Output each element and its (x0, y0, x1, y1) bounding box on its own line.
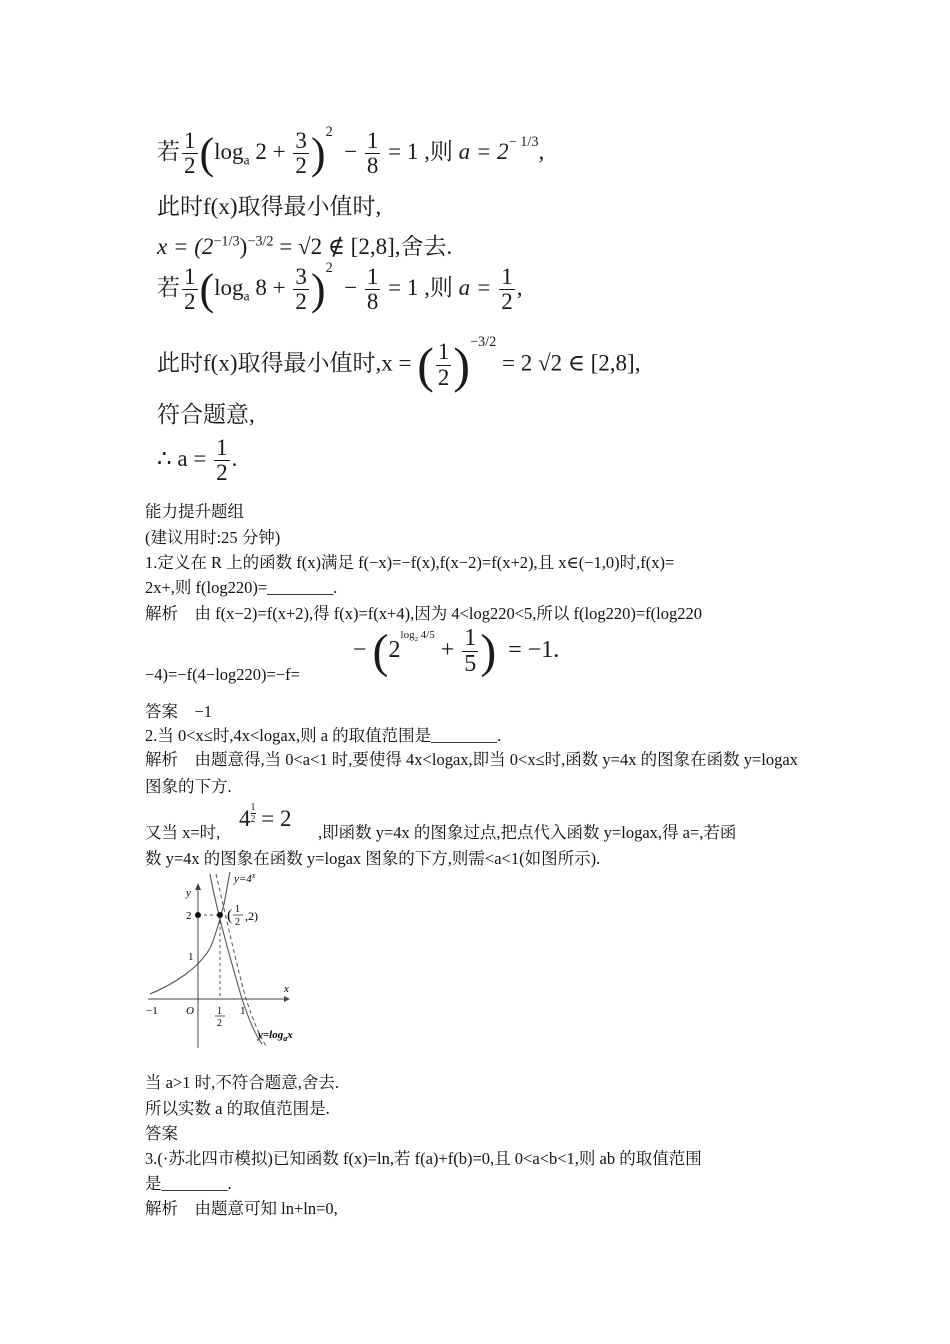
paren-open: ( (372, 625, 389, 678)
exp-log: log (400, 629, 415, 642)
y-axis-arrow (195, 883, 201, 890)
q2-line3-prefix: 又当 x=时, (145, 823, 221, 842)
q3-analysis: 解析 由题意可知 ln+ln=0, (145, 1199, 338, 1218)
label-y-4x: $y=4^x$ (234, 871, 256, 885)
tick-origin: O (186, 1005, 194, 1017)
exp-base: 2 (414, 636, 418, 644)
exponent-half (251, 802, 256, 825)
therefore-a: ∴ a = (157, 445, 207, 471)
q1-analysis-line1: 解析 由 f(x−2)=f(x+2),得 f(x)=f(x+4),因为 4<log220<5,所以 f(log220)=f(log220 (145, 604, 702, 623)
fraction-half (436, 340, 452, 389)
result-text: = −1. (508, 637, 560, 664)
frac-num: 1 (184, 263, 196, 289)
math-line-6: 符合题意, (157, 402, 255, 427)
frac-num: 1 (184, 127, 196, 153)
svg-text:2: 2 (235, 917, 240, 928)
paren-close: ) (239, 234, 248, 259)
minus-sign: − (344, 274, 358, 300)
minus-sign: − (344, 138, 358, 164)
period: . (231, 445, 238, 471)
frac-num: 1 (366, 263, 379, 289)
q2-stem: 2.当 0<x≤时,4x<logax,则 a 的取值范围是________. (145, 726, 502, 745)
svg-text:1: 1 (235, 904, 240, 915)
point-y2 (195, 912, 201, 918)
frac-num: 1 (216, 435, 228, 460)
tick-x1: 1 (240, 1005, 246, 1017)
log-text: log (214, 138, 244, 164)
result-text: = √2 ∉ [2,8],舍去. (279, 234, 453, 259)
fraction-one-eighth (365, 265, 381, 314)
frac-num: 1 (501, 263, 513, 289)
text-ruo: 若 (157, 274, 180, 300)
q1-stem-line2: 2x+,则 f(log220)=________. (145, 578, 338, 597)
function-graph (144, 868, 314, 1053)
math-line-2: 此时f(x)取得最小值时, (157, 194, 382, 219)
tick-y2: 2 (186, 910, 192, 922)
svg-text:,2): ,2) (245, 909, 258, 923)
q3-stem-line1: 3.(·苏北四市模拟)已知函数 f(x)=ln,若 f(a)+f(b)=0,且 0<a<b<1,则 ab 的取值范围 (145, 1149, 702, 1168)
x-axis-arrow (284, 996, 290, 1002)
svg-text:1: 1 (217, 1006, 222, 1017)
q2-formula (239, 802, 292, 832)
math-line-1 (157, 124, 545, 179)
frac-num: 3 (295, 127, 307, 153)
q2-line4: 数 y=4x 的图象在函数 y=logax 图象的下方,则需<a<1(如图所示). (145, 849, 601, 868)
frac-den: 2 (216, 460, 228, 486)
label-axis-y: y (186, 887, 191, 899)
log-base: a (243, 288, 250, 304)
fraction-one-fifth (462, 626, 478, 677)
inner-exponent: −1/3 (213, 233, 240, 250)
paren-close: ) (310, 265, 326, 314)
frac-num: 3 (295, 263, 307, 289)
paren-open: ( (199, 129, 215, 178)
q2-line3-suffix: ,即函数 y=4x 的图象过点,把点代入函数 y=logax,得 a=,若函 (318, 823, 737, 842)
q2-answer: 答案 (145, 1124, 178, 1143)
svg-text:2: 2 (217, 1018, 222, 1029)
a-equals: a = (458, 274, 492, 300)
label-axis-x: x (284, 983, 289, 995)
a-equals: a = 2 (458, 138, 509, 164)
frac-den: 2 (501, 289, 513, 314)
paren-close: ) (453, 337, 471, 393)
math-line-3 (157, 228, 452, 261)
svg-text:(: ( (227, 907, 233, 924)
exp-frac: 4/5 (420, 629, 435, 642)
q3-stem-line2: 是________. (145, 1174, 232, 1193)
power-2: 2 (325, 260, 333, 277)
frac-den: 2 (184, 289, 196, 314)
q1-answer: 答案 −1 (145, 702, 213, 721)
comma: , (516, 274, 523, 300)
outer-exponent: −3/2 (247, 233, 274, 250)
paren-open: ( (417, 337, 434, 393)
result-text: = 2 (261, 806, 292, 831)
math-line-7 (157, 436, 237, 485)
q1-formula (353, 624, 559, 679)
frac-den: 2 (184, 153, 196, 178)
frac-num: 1 (250, 802, 256, 813)
curve-loga-dashed (216, 874, 266, 1046)
label-y-loga: $y=\log_ax$ (258, 1029, 293, 1043)
fraction-three-halves (293, 129, 309, 178)
frac-den: 8 (366, 153, 379, 178)
math-line-5 (157, 333, 641, 394)
frac-den: 5 (464, 651, 477, 677)
frac-den: 2 (437, 364, 450, 390)
exponent: − 1/3 (508, 134, 539, 151)
base-4: 4 (239, 806, 251, 831)
log-base: a (243, 152, 250, 168)
q2-after1: 当 a>1 时,不符合题意,舍去. (145, 1073, 340, 1092)
equals-text: = 1 ,则 (388, 138, 453, 164)
tick-x-half (215, 1006, 225, 1029)
log-arg: 2 + (255, 138, 286, 164)
exponent: −3/2 (470, 333, 497, 350)
fraction-half (214, 436, 230, 485)
point-half-2 (217, 912, 223, 918)
frac-num: 1 (366, 127, 379, 153)
equals-text: = 1 ,则 (388, 274, 453, 300)
q2-analysis: 解析 由题意得,当 0<a<1 时,要使得 4x<logax,即当 0<x≤时,函数 y=4x 的图象在函数 y=logax 图象的下方. (145, 750, 798, 796)
fraction-half (182, 129, 198, 178)
x-equals: x = (2 (157, 234, 214, 259)
paren-close: ) (480, 625, 497, 678)
q1-analysis-line2: −4)=−f(4−log220)=−f= (145, 665, 300, 684)
text-prefix: 此时f(x)取得最小值时,x = (157, 350, 412, 376)
paren-open: ( (199, 265, 215, 314)
tick-y1: 1 (188, 951, 194, 963)
plus-sign: + (440, 637, 455, 664)
fraction-half (182, 265, 198, 314)
frac-den: 8 (366, 289, 379, 314)
frac-num: 1 (464, 624, 477, 651)
minus-sign: − (353, 637, 367, 664)
frac-den: 2 (295, 289, 307, 314)
q1-stem-line1: 1.定义在 R 上的函数 f(x)满足 f(−x)=−f(x),f(x−2)=f(x+2),且 x∈(−1,0)时,f(x)= (145, 553, 675, 572)
frac-den: 2 (250, 814, 256, 825)
label-point (227, 904, 258, 928)
log-arg: 8 + (255, 274, 286, 300)
text-ruo: 若 (157, 138, 180, 164)
log-text: log (214, 274, 244, 300)
frac-den: 2 (295, 153, 307, 178)
fraction-half (499, 265, 515, 314)
base-2: 2 (388, 637, 401, 664)
comma: , (538, 138, 545, 164)
fraction-three-halves (293, 265, 309, 314)
paren-close: ) (310, 129, 326, 178)
tick-neg1: −1 (146, 1005, 158, 1017)
power-2: 2 (325, 124, 333, 141)
section-time: (建议用时:25 分钟) (145, 528, 281, 547)
fraction-one-eighth (365, 129, 381, 178)
math-line-4 (157, 260, 523, 315)
section-title: 能力提升题组 (145, 502, 244, 521)
q2-after2: 所以实数 a 的取值范围是. (145, 1099, 330, 1118)
result-text: = 2 √2 ∈ [2,8], (502, 350, 641, 376)
frac-num: 1 (437, 339, 450, 365)
